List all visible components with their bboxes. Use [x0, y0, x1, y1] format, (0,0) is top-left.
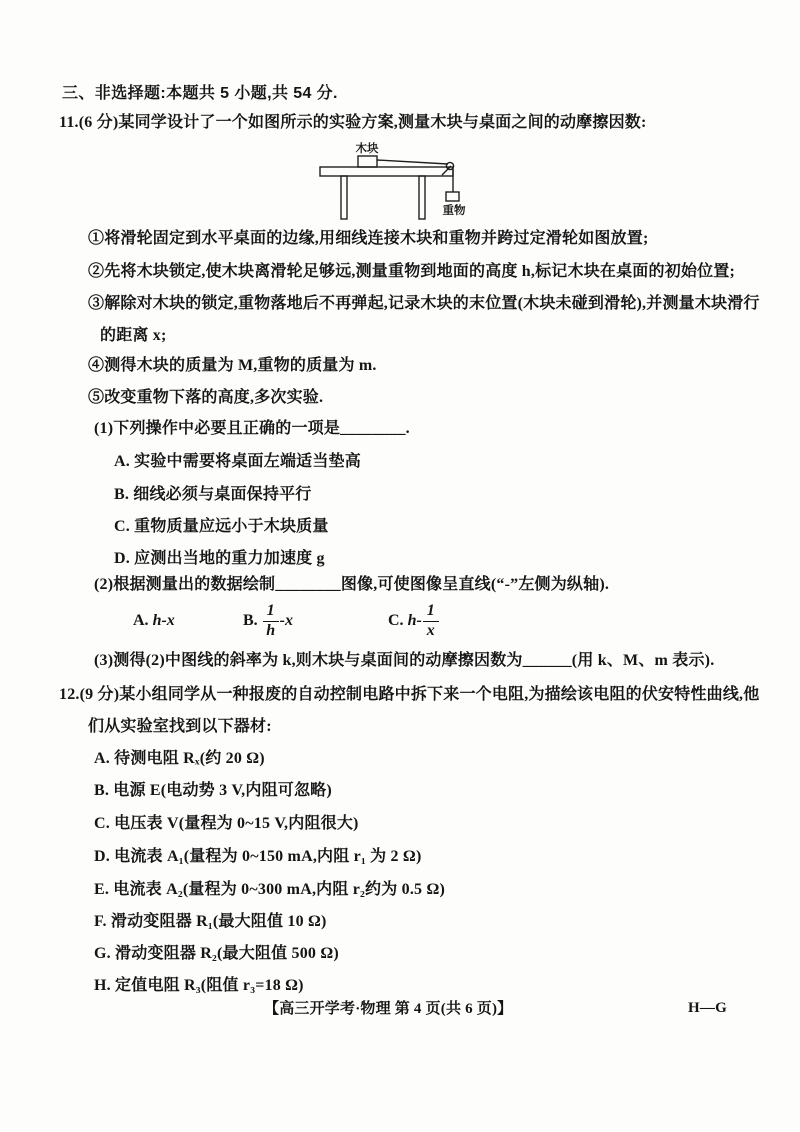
q12-stem-line1: 12.(9 分)某小组同学从一种报废的自动控制电路中拆下来一个电阻,为描绘该电阻的伏安特性曲线,他 — [59, 686, 760, 703]
q12-item-g: G. 滑动变阻器 R₂(最大阻值 500 Ω) — [94, 945, 339, 962]
option-a-expr: h-x — [152, 612, 175, 629]
q12-item-c: C. 电压表 V(量程为 0~15 V,内阻很大) — [94, 815, 359, 832]
q12-item-e: E. 电流表 A₂(量程为 0~300 mA,内阻 r₂约为 0.5 Ω) — [94, 881, 445, 898]
q11-part3-prompt: (3)测得(2)中图线的斜率为 k,则木块与桌面间的动摩擦因数为______(用 k、M、m 表示). — [94, 652, 715, 669]
table-drawing — [320, 156, 459, 219]
q11-part1-option-a: A. 实验中需要将桌面左端适当垫高 — [114, 453, 361, 470]
q11-part2-options — [0, 598, 800, 644]
option-b-tail: -x — [279, 612, 293, 629]
q12-item-d: D. 电流表 A₁(量程为 0~150 mA,内阻 r₁ 为 2 Ω) — [94, 848, 422, 865]
q11-step-3-cont: 的距离 x; — [100, 327, 167, 344]
q11-part2-option-b — [243, 598, 293, 644]
section-header: 三、非选择题:本题共 5 小题,共 54 分. — [62, 85, 338, 102]
q11-step-2: ②先将木块锁定,使木块离滑轮足够远,测量重物到地面的高度 h,标记木块在桌面的初始位置; — [88, 263, 736, 280]
option-c-fraction: $\frac{1}{x}$ — [423, 603, 439, 640]
q12-item-a: A. 待测电阻 Rₓ(约 20 Ω) — [94, 750, 265, 767]
footer-page-label: 【高三开学考·物理 第 4 页(共 6 页)】 — [264, 1001, 513, 1017]
q12-stem-line2: 们从实验室找到以下器材: — [88, 718, 272, 735]
option-c-head: h- — [407, 612, 422, 629]
q11-part1-prompt: (1)下列操作中必要且正确的一项是________. — [94, 420, 410, 437]
option-b-fraction: $\frac{1}{h}$ — [263, 603, 279, 640]
q11-part1-option-b: B. 细线必须与桌面保持平行 — [114, 486, 312, 503]
option-a-label: A. — [133, 612, 149, 629]
q11-part2-option-a — [133, 598, 175, 644]
q11-step-1: ①将滑轮固定到水平桌面的边缘,用细线连接木块和重物并跨过定滑轮如图放置; — [88, 230, 649, 247]
block-shape — [358, 156, 377, 167]
q11-part1-option-d: D. 应测出当地的重力加速度 g — [114, 550, 325, 567]
q11-part2-prompt: (2)根据测量出的数据绘制________图像,可使图像呈直线(“-”左侧为纵轴). — [94, 576, 610, 593]
q12-item-h: H. 定值电阻 R₃(阻值 r₃=18 Ω) — [94, 977, 304, 994]
q11-part2-option-c — [388, 598, 440, 644]
weight-shape — [446, 192, 459, 201]
q12-item-f: F. 滑动变阻器 R₁(最大阻值 10 Ω) — [94, 913, 327, 930]
weight-label: 重物 — [442, 205, 466, 217]
q11-step-3: ③解除对木块的锁定,重物落地后不再弹起,记录木块的末位置(木块未碰到滑轮),并测量木块滑行 — [88, 295, 760, 312]
option-c-label: C. — [388, 612, 404, 629]
q11-stem: 11.(6 分)某同学设计了一个如图所示的实验方案,测量木块与桌面之间的动摩擦因数: — [59, 114, 647, 131]
q12-item-b: B. 电源 E(电动势 3 V,内阻可忽略) — [94, 782, 332, 799]
q11-step-4: ④测得木块的质量为 M,重物的质量为 m. — [88, 357, 377, 374]
experiment-figure — [315, 136, 480, 228]
footer-version-code: H—G — [688, 1000, 727, 1016]
q11-step-5: ⑤改变重物下落的高度,多次实验. — [88, 389, 324, 406]
block-label: 木块 — [355, 143, 379, 155]
pulley-shape — [446, 162, 453, 169]
option-b-label: B. — [243, 612, 258, 629]
q11-part1-option-c: C. 重物质量应远小于木块质量 — [114, 518, 329, 535]
